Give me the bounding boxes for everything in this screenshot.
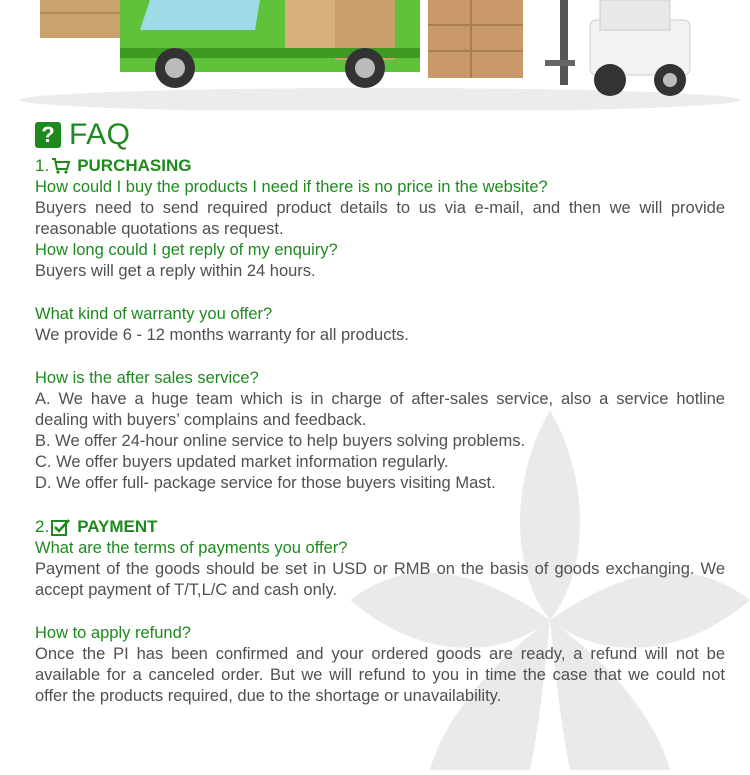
faq-question: What kind of warranty you offer? xyxy=(35,305,273,323)
faq-answer: We provide 6 - 12 months warranty for all products. xyxy=(35,326,409,344)
faq-question: How is the after sales service? xyxy=(35,369,259,387)
banner-image xyxy=(0,0,750,110)
section-payment-heading xyxy=(35,516,725,538)
section-number: 2. xyxy=(35,517,50,536)
faq-title: FAQ xyxy=(69,118,131,151)
faq-header xyxy=(35,115,725,155)
faq-answer: A. We have a huge team which is in charge of after-sales service, also a service hotline dealing with buyers’ complains and feedback. xyxy=(35,390,725,429)
section-title: PAYMENT xyxy=(77,517,158,536)
faq-question: How could I buy the products I need if there is no price in the website? xyxy=(35,178,548,196)
faq-answer: Buyers need to send required product details to us via e-mail, and then we will provide reasonable quotations as request. xyxy=(35,199,725,238)
faq-answer: D. We offer full- package service for those buyers visiting Mast. xyxy=(35,474,496,492)
faq-question: How to apply refund? xyxy=(35,624,191,642)
forklift-icon xyxy=(545,0,690,96)
faq-answer: B. We offer 24-hour online service to help buyers solving problems. xyxy=(35,432,526,450)
section-purchasing-heading xyxy=(35,155,725,177)
faq-content xyxy=(35,115,725,707)
faq-answer: C. We offer buyers updated market information regularly. xyxy=(35,453,449,471)
cart-icon xyxy=(51,157,71,175)
section-title: PURCHASING xyxy=(77,156,192,175)
faq-answer: Payment of the goods should be set in USD or RMB on the basis of goods exchanging. We accept payment of T/T,L/C and cash only. xyxy=(35,560,725,599)
question-icon: ? xyxy=(35,122,61,148)
check-icon xyxy=(51,518,71,536)
faq-question: What are the terms of payments you offer? xyxy=(35,539,348,557)
faq-answer: Once the PI has been confirmed and your ordered goods are ready, a refund will not be available for a canceled order. But we will refund to you in time the case that we could not offer the products required, due to the shortage or unavailability. xyxy=(35,645,725,705)
faq-answer: Buyers will get a reply within 24 hours. xyxy=(35,262,316,280)
section-number: 1. xyxy=(35,156,50,175)
faq-question: How long could I get reply of my enquiry? xyxy=(35,241,338,259)
